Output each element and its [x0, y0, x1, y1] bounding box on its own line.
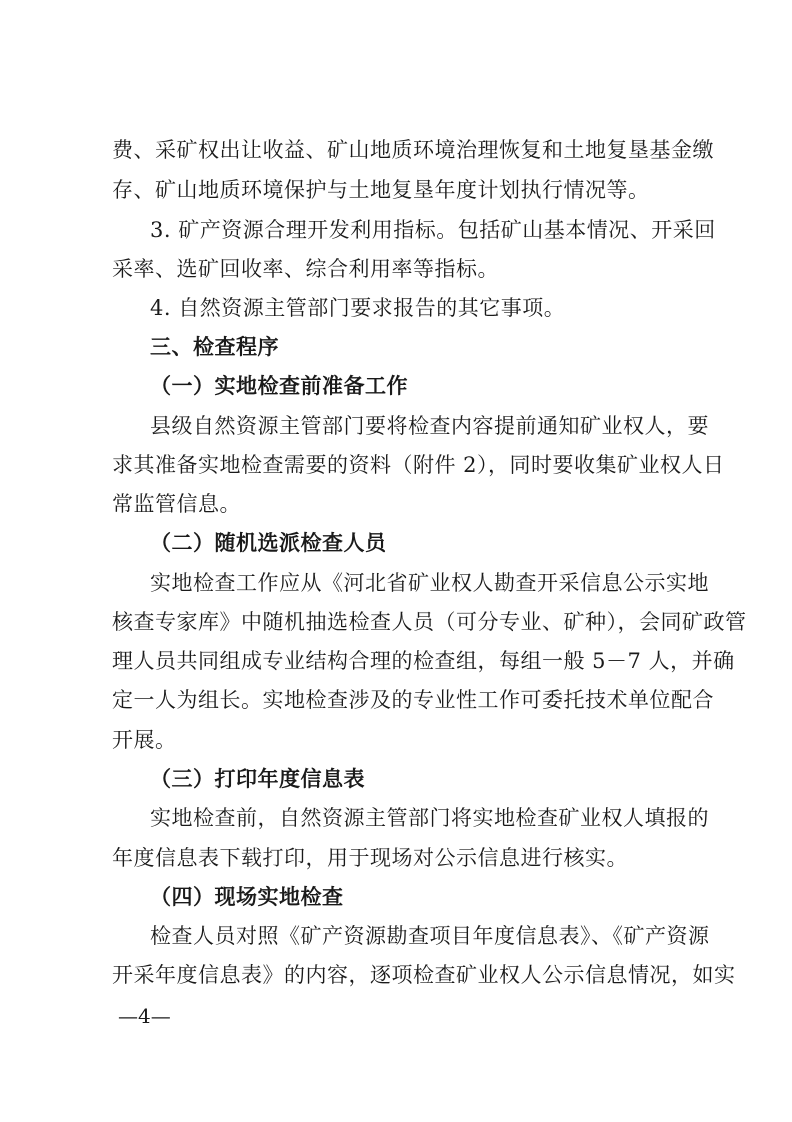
section-heading: 三、检查程序	[150, 335, 279, 359]
list-item-line: 采率、选矿回收率、综合利用率等指标。	[112, 257, 499, 281]
paragraph-line: 年度信息表下载打印，用于现场对公示信息进行核实。	[112, 846, 628, 870]
paragraph-line: 实地检查前，自然资源主管部门将实地检查矿业权人填报的	[150, 806, 709, 830]
paragraph-line: 理人员共同组成专业结构合理的检查组，每组一般 5－7 人，并确	[112, 649, 735, 673]
paragraph-line: 存、矿山地质环境保护与土地复垦年度计划执行情况等。	[112, 178, 650, 202]
page-number: —4—	[118, 1004, 171, 1028]
paragraph-line: 实地检查工作应从《河北省矿业权人勘查开采信息公示实地	[150, 571, 709, 595]
subsection-heading: （三）打印年度信息表	[150, 766, 365, 791]
paragraph-line: 费、采矿权出让收益、矿山地质环境治理恢复和土地复垦基金缴	[112, 138, 714, 162]
list-item-line: 3. 矿产资源合理开发利用指标。包括矿山基本情况、开采回	[150, 218, 716, 242]
subsection-heading: （四）现场实地检查	[150, 884, 344, 909]
paragraph-line: 开展。	[112, 728, 177, 752]
subsection-heading: （一）实地检查前准备工作	[150, 373, 408, 398]
list-item-line: 4. 自然资源主管部门要求报告的其它事项。	[150, 296, 566, 320]
paragraph-line: 县级自然资源主管部门要将检查内容提前通知矿业权人，要	[150, 414, 709, 438]
paragraph-line: 定一人为组长。实地检查涉及的专业性工作可委托技术单位配合	[112, 688, 714, 712]
paragraph-line: 开采年度信息表》的内容，逐项检查矿业权人公示信息情况，如实	[112, 963, 736, 987]
subsection-heading: （二）随机选派检查人员	[150, 530, 387, 555]
paragraph-line: 检查人员对照《矿产资源勘查项目年度信息表》、《矿产资源	[150, 924, 710, 948]
paragraph-line: 核查专家库》中随机抽选检查人员（可分专业、矿种），会同矿政管	[112, 610, 747, 634]
paragraph-line: 常监管信息。	[112, 492, 241, 516]
paragraph-line: 求其准备实地检查需要的资料（附件 2），同时要收集矿业权人日	[112, 453, 725, 477]
